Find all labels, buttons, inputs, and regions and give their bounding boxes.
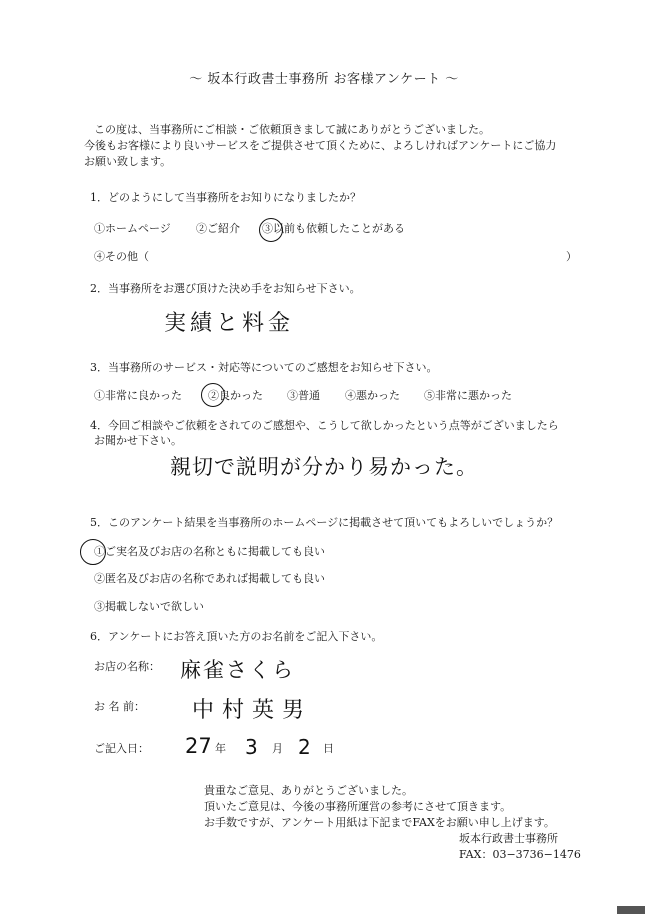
- q5-selected-circle: [80, 539, 106, 565]
- intro-line-1: この度は、当事務所にご相談・ご依頼頂きまして誠にありがとうございました。: [94, 123, 490, 136]
- footer-office-name: 坂本行政書士事務所: [459, 832, 558, 845]
- question-2: 2．当事務所をお選び頂けた決め手をお知らせ下さい。: [90, 282, 361, 295]
- q3-option-5: ⑤非常に悪かった: [424, 389, 512, 402]
- q4-handwritten-answer: 親切で説明が分かり易かった。: [170, 455, 478, 479]
- question-6: 6．アンケートにお答え頂いた方のお名前をご記入下さい。: [90, 630, 383, 643]
- q3-option-4: ④悪かった: [345, 389, 400, 402]
- footer-line-1: 貴重なご意見、ありがとうございました。: [204, 784, 413, 797]
- q1-option-1: ①ホームページ: [94, 222, 171, 235]
- question-4-line-1: 4．今回ご相談やご依頼をされてのご感想や、こうして欲しかったという点等がございましたら: [90, 419, 559, 432]
- date-year-unit: 年: [215, 742, 226, 755]
- page-title: 〜 坂本行政書士事務所 お客様アンケート 〜: [189, 72, 459, 87]
- q5-option-3: ③掲載しないで欲しい: [94, 600, 204, 613]
- date-day-handwritten: 2: [298, 735, 311, 759]
- shop-name-label: お店の名称：: [94, 660, 160, 673]
- question-1: 1．どのようにして当事務所をお知りになりましたか？: [90, 191, 361, 204]
- q2-handwritten-answer: 実績と料金: [164, 311, 295, 336]
- date-day-unit: 日: [323, 742, 334, 755]
- footer-fax: FAX：03−3736−1476: [459, 848, 581, 861]
- q5-option-2: ②匿名及びお店の名称であれば掲載しても良い: [94, 572, 325, 585]
- date-year-handwritten: 27: [185, 734, 212, 758]
- q3-option-1: ①非常に良かった: [94, 389, 182, 402]
- q1-option-3: ③以前も依頼したことがある: [262, 222, 405, 235]
- q3-selected-circle: [201, 383, 225, 407]
- question-5: 5．このアンケート結果を当事務所のホームページに掲載させて頂いてもよろしいでしょうか？: [90, 516, 559, 529]
- q1-option-other: ④その他（: [94, 250, 149, 263]
- q1-selected-circle: [259, 218, 283, 242]
- footer-line-3: お手数ですが、アンケート用紙は下記までFAXをお願い申し上げます。: [204, 816, 555, 829]
- q5-option-1: ①ご実名及びお店の名称ともに掲載しても良い: [94, 545, 325, 558]
- date-month-unit: 月: [272, 742, 283, 755]
- date-label: ご記入日：: [94, 742, 149, 755]
- q3-option-2: ②良かった: [208, 389, 263, 402]
- q1-option-other-close: ）: [566, 250, 577, 263]
- footer-line-2: 頂いたご意見は、今後の事務所運営の参考にさせて頂きます。: [204, 800, 512, 813]
- q3-option-3: ③普通: [287, 389, 320, 402]
- date-month-handwritten: 3: [245, 735, 258, 759]
- shop-name-handwritten: 麻雀さくら: [180, 658, 295, 682]
- question-4-line-2: お聞かせ下さい。: [94, 434, 182, 447]
- intro-line-3: お願い致します。: [84, 155, 172, 168]
- scan-mark: [617, 906, 645, 914]
- intro-line-2: 今後もお客様により良いサービスをご提供させて頂くために、よろしければアンケートにご協力: [84, 139, 557, 152]
- question-3: 3．当事務所のサービス・対応等についてのご感想をお知らせ下さい。: [90, 361, 438, 374]
- name-handwritten: 中村英男: [192, 698, 313, 723]
- q1-option-2: ②ご紹介: [196, 222, 240, 235]
- name-label: お 名 前：: [94, 700, 145, 713]
